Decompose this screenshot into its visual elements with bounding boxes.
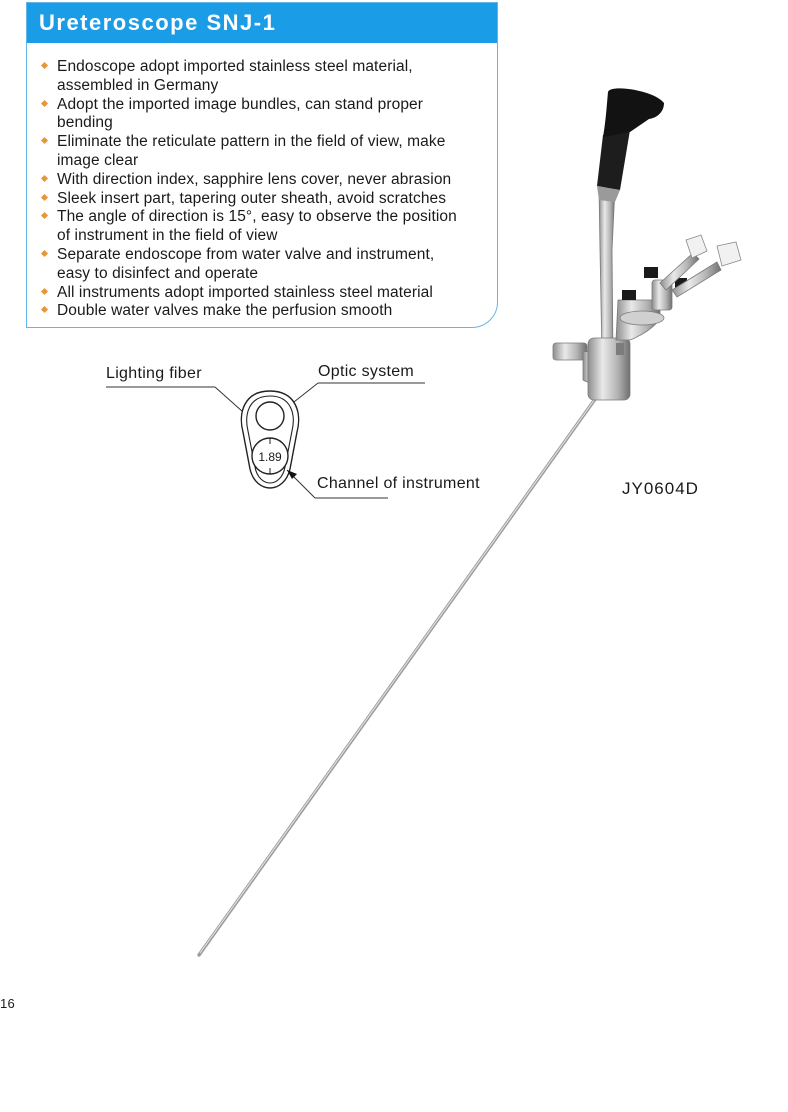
feature-line: Separate endoscope from water valve and instrument, [57, 245, 435, 263]
channel-label: Channel of instrument [317, 475, 480, 492]
lighting-fiber-label: Lighting fiber [106, 365, 202, 382]
feature-line: Adopt the imported image bundles, can stand proper [57, 95, 424, 113]
eyepiece-stem [599, 188, 615, 357]
feature-line: Endoscope adopt imported stainless steel material, [57, 58, 413, 75]
feature-line: assembled in Germany [57, 76, 219, 94]
feature-line: Double water valves make the perfusion smooth [57, 302, 393, 320]
feature-line: The angle of direction is 15°, easy to observe the position [57, 208, 457, 226]
feature-line: of instrument in the field of view [57, 227, 278, 245]
channel-dimension: 1.89 [258, 450, 282, 464]
feature-line: Sleek insert part, tapering outer sheath, avoid scratches [57, 189, 447, 207]
feature-line: Eliminate the reticulate pattern in the field of view, make [57, 133, 446, 151]
water-port-cap-2 [717, 242, 741, 266]
feature-line: All instruments adopt imported stainless steel material [57, 283, 433, 301]
light-post-connector [553, 343, 587, 360]
feature-line: With direction index, sapphire lens cover, never abrasion [57, 170, 452, 188]
feature-line: image clear [57, 151, 139, 169]
stopcock-lever-left [644, 267, 658, 278]
bridge-ring [620, 311, 664, 325]
feature-line: bending [57, 114, 113, 132]
model-number: JY0604D [622, 479, 699, 498]
stopcock-lever-lower [622, 290, 636, 300]
product-title: Ureteroscope SNJ-1 [27, 3, 497, 43]
eyepiece-grip [597, 130, 630, 190]
optic-system-label: Optic system [318, 363, 415, 380]
page-number: 16 [0, 996, 16, 1011]
body-marking [616, 343, 624, 355]
eyepiece-cup [603, 88, 664, 137]
feature-line: easy to disinfect and operate [57, 264, 259, 282]
water-port-cap-1 [686, 235, 707, 258]
